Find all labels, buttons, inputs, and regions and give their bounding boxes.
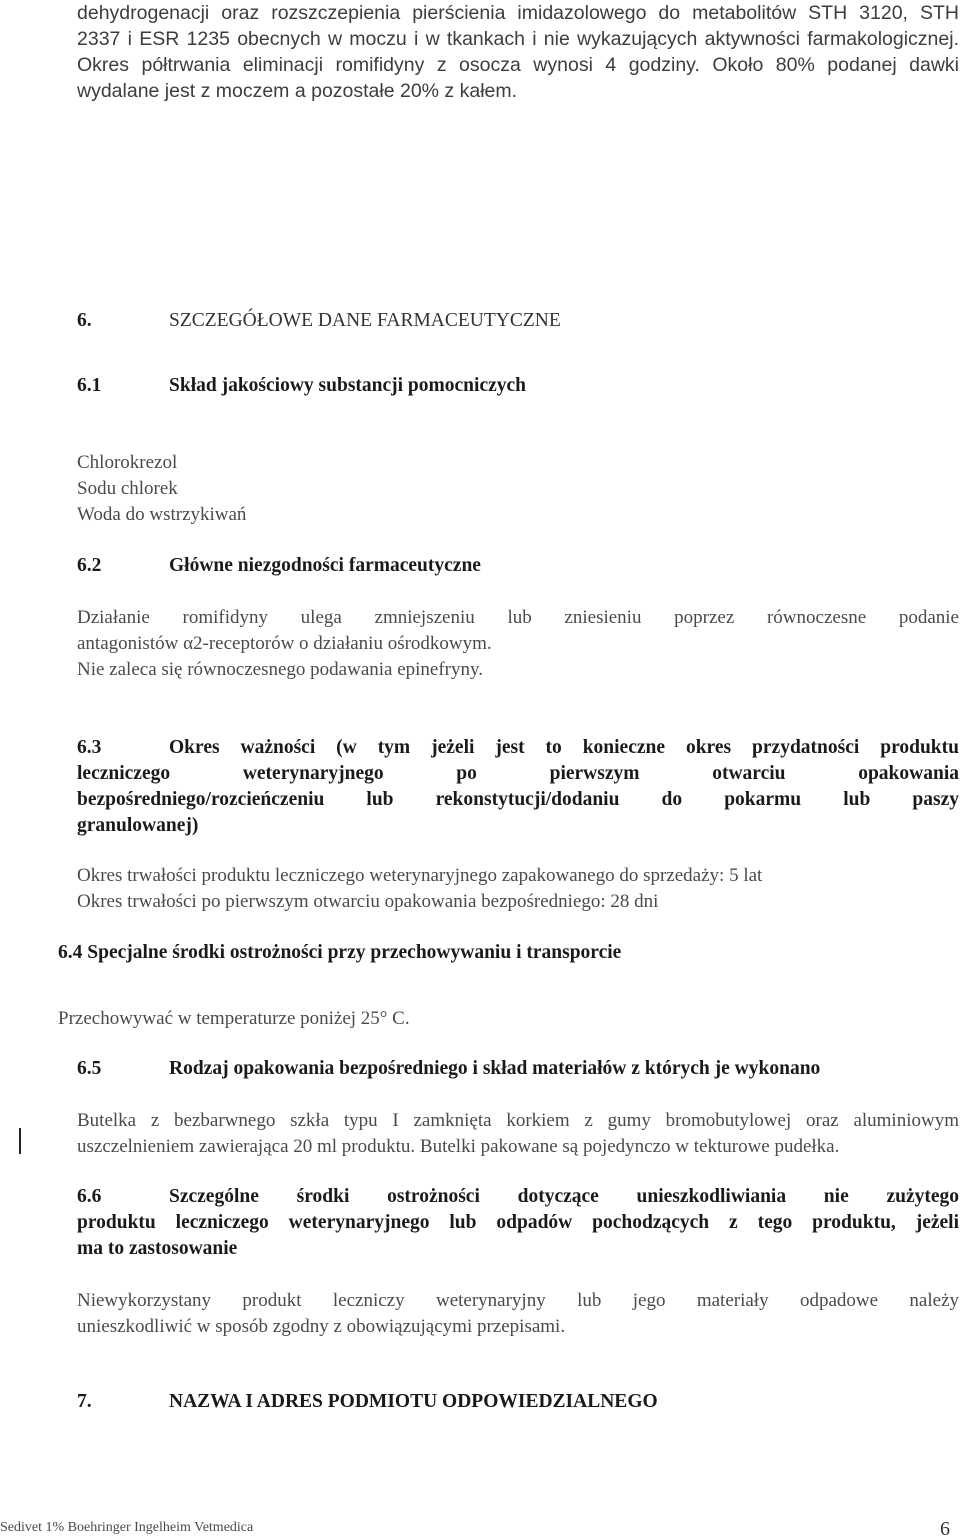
intro-line: wydalane jest z moczem a pozostałe 20% z kałem.	[77, 80, 518, 102]
packaging-paragraph	[77, 1108, 959, 1160]
subsection-6-6-heading	[77, 1184, 959, 1262]
subsection-title-line: Okres ważności (w tym jeżeli jest to konieczne okres przydatności produktu	[169, 737, 959, 758]
subsection-title-line: produktu leczniczego weterynaryjnego lub odpadów pochodzących z tego produktu, jeżeli	[77, 1212, 959, 1233]
paragraph-line: unieszkodliwić w sposób zgodny z obowiązującymi przepisami.	[77, 1316, 566, 1337]
section-number: 6.	[77, 310, 92, 331]
storage-line: Przechowywać w temperaturze poniżej 25° C.	[58, 1008, 410, 1029]
subsection-title: Rodzaj opakowania bezpośredniego i skład materiałów z których je wykonano	[169, 1058, 821, 1079]
subsection-6-1-heading	[77, 373, 777, 399]
section-title: NAZWA I ADRES PODMIOTU ODPOWIEDZIALNEGO	[169, 1391, 658, 1412]
subsection-number: 6.1	[77, 375, 102, 396]
section-number: 7.	[77, 1391, 92, 1412]
subsection-title-line: granulowanej)	[77, 815, 199, 836]
subsection-title-line: Szczególne środki ostrożności dotyczące unieszkodliwiania nie zużytego	[169, 1186, 959, 1207]
intro-paragraph	[77, 0, 959, 104]
excipient-item: Woda do wstrzykiwań	[77, 504, 247, 525]
subsection-number: 6.6	[77, 1186, 102, 1207]
subsection-number: 6.2	[77, 555, 102, 576]
subsection-title: Skład jakościowy substancji pomocniczych	[169, 375, 526, 396]
shelf-life-paragraph	[77, 863, 959, 915]
subsection-number: 6.5	[77, 1058, 102, 1079]
storage-text	[58, 1006, 658, 1032]
disposal-paragraph	[77, 1288, 959, 1340]
subsection-title-line: leczniczego weterynaryjnego po pierwszym otwarciu opakowania	[77, 763, 959, 784]
paragraph-line: Niewykorzystany produkt leczniczy weterynaryjny lub jego materiały odpadowe należy	[77, 1290, 959, 1311]
incompatibilities-paragraph	[77, 605, 959, 683]
revision-bar	[19, 1128, 21, 1154]
subsection-title: Główne niezgodności farmaceutyczne	[169, 555, 481, 576]
section-6-heading	[77, 308, 777, 334]
footer-text: Sedivet 1% Boehringer Ingelheim Vetmedica	[0, 1520, 254, 1535]
heading-line-1	[77, 735, 959, 761]
subsection-title-line: bezpośredniego/rozcieńczeniu lub rekonstytucji/dodaniu do pokarmu lub paszy	[77, 789, 959, 810]
shelf-life-line: Okres trwałości po pierwszym otwarciu opakowania bezpośredniego: 28 dni	[77, 891, 659, 912]
intro-line: dehydrogenacji oraz rozszczepienia pierścienia imidazolowego do metabolitów STH 3120, STH	[77, 2, 959, 24]
paragraph-line: Działanie romifidyny ulega zmniejszeniu lub zniesieniu poprzez równoczesne podanie	[77, 607, 959, 628]
paragraph-line: Butelka z bezbarwnego szkła typu I zamknięta korkiem z gumy bromobutylowej oraz aluminiowym	[77, 1110, 959, 1131]
subsection-6-3-heading	[77, 735, 959, 839]
subsection-6-4-heading	[58, 940, 758, 966]
intro-line: 2337 i ESR 1235 obecnych w moczu i w tkankach i nie wykazujących aktywności farmakologicznej.	[77, 28, 959, 50]
subsection-6-5-heading	[77, 1056, 957, 1082]
section-title: SZCZEGÓŁOWE DANE FARMACEUTYCZNE	[169, 310, 561, 331]
section-7-heading	[77, 1389, 877, 1415]
paragraph-line: Nie zaleca się równoczesnego podawania epinefryny.	[77, 659, 484, 680]
subsection-title-line: ma to zastosowanie	[77, 1238, 238, 1259]
subsection-number: 6.3	[77, 737, 102, 758]
intro-line: Okres półtrwania eliminacji romifidyny z osocza wynosi 4 godziny. Około 80% podanej dawki	[77, 54, 959, 76]
subsection-6-2-heading	[77, 553, 777, 579]
heading-line-1	[77, 1184, 959, 1210]
shelf-life-line: Okres trwałości produktu leczniczego weterynaryjnego zapakowanego do sprzedaży: 5 lat	[77, 865, 763, 886]
excipient-item: Sodu chlorek	[77, 478, 178, 499]
subsection-title: Specjalne środki ostrożności przy przechowywaniu i transporcie	[87, 942, 622, 963]
paragraph-line: antagonistów α2-receptorów o działaniu ośrodkowym.	[77, 633, 492, 654]
page-number: 6	[940, 1518, 950, 1540]
subsection-number: 6.4	[58, 942, 83, 963]
excipients-list	[77, 450, 477, 528]
paragraph-line: uszczelnieniem zawierająca 20 ml produktu. Butelki pakowane są pojedynczo w tekturowe pudełka.	[77, 1136, 840, 1157]
excipient-item: Chlorokrezol	[77, 452, 178, 473]
